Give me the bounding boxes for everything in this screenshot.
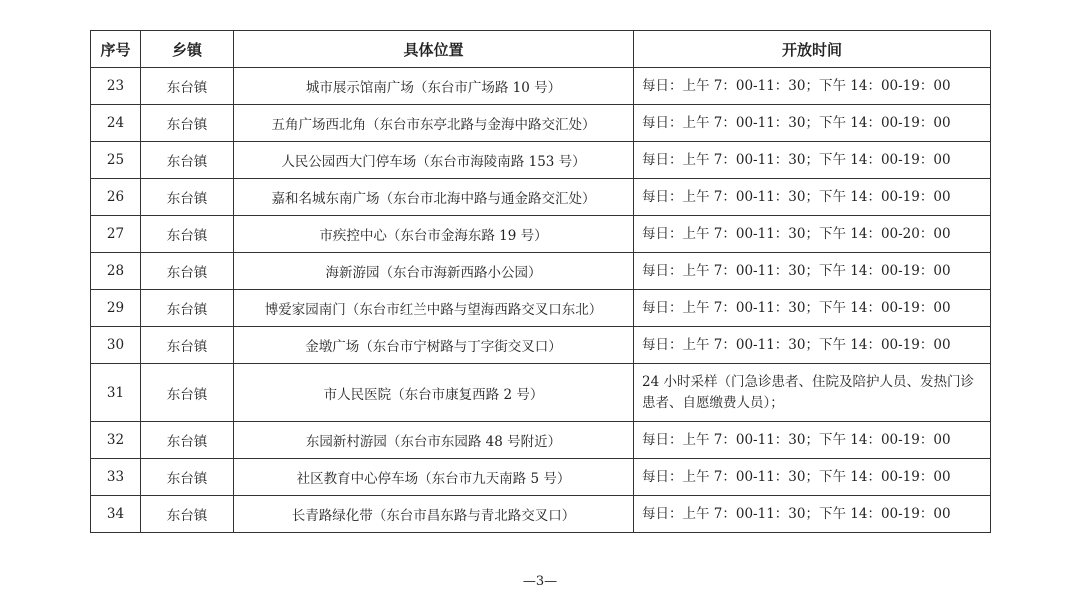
- cell-hours: 每日：上午 7：00-11：30；下午 14：00-19：00: [634, 142, 991, 179]
- cell-no: 24: [91, 105, 141, 142]
- cell-no: 32: [91, 422, 141, 459]
- table-row: [91, 422, 991, 459]
- cell-town: 东台镇: [141, 364, 234, 422]
- cell-town: 东台镇: [141, 253, 234, 290]
- cell-location: 长青路绿化带（东台市昌东路与青北路交叉口）: [234, 496, 634, 533]
- cell-no: 23: [91, 68, 141, 105]
- cell-hours: 每日：上午 7：00-11：30；下午 14：00-19：00: [634, 422, 991, 459]
- table-row: [91, 327, 991, 364]
- cell-hours: 每日：上午 7：00-11：30；下午 14：00-19：00: [634, 459, 991, 496]
- table-row: [91, 179, 991, 216]
- cell-hours: 每日：上午 7：00-11：30；下午 14：00-20：00: [634, 216, 991, 253]
- table-row: [91, 253, 991, 290]
- cell-location: 城市展示馆南广场（东台市广场路 10 号）: [234, 68, 634, 105]
- cell-hours: 每日：上午 7：00-11：30；下午 14：00-19：00: [634, 253, 991, 290]
- cell-town: 东台镇: [141, 179, 234, 216]
- table-row: [91, 364, 991, 422]
- cell-no: 33: [91, 459, 141, 496]
- cell-hours: 每日：上午 7：00-11：30；下午 14：00-19：00: [634, 105, 991, 142]
- cell-location: 社区教育中心停车场（东台市九天南路 5 号）: [234, 459, 634, 496]
- table-row: [91, 68, 991, 105]
- table-header-row: [91, 31, 991, 68]
- table-row: [91, 459, 991, 496]
- cell-town: 东台镇: [141, 142, 234, 179]
- cell-no: 25: [91, 142, 141, 179]
- cell-hours: 每日：上午 7：00-11：30；下午 14：00-19：00: [634, 68, 991, 105]
- table-row: [91, 105, 991, 142]
- cell-town: 东台镇: [141, 105, 234, 142]
- header-no: 序号: [91, 31, 141, 68]
- cell-location: 嘉和名城东南广场（东台市北海中路与通金路交汇处）: [234, 179, 634, 216]
- cell-hours: 每日：上午 7：00-11：30；下午 14：00-19：00: [634, 179, 991, 216]
- table-row: [91, 290, 991, 327]
- cell-no: 30: [91, 327, 141, 364]
- cell-location: 博爱家园南门（东台市红兰中路与望海西路交叉口东北）: [234, 290, 634, 327]
- testing-sites-table: [90, 30, 991, 533]
- cell-town: 东台镇: [141, 68, 234, 105]
- cell-location: 东园新村游园（东台市东园路 48 号附近）: [234, 422, 634, 459]
- header-hours: 开放时间: [634, 31, 991, 68]
- header-location: 具体位置: [234, 31, 634, 68]
- cell-hours: 每日：上午 7：00-11：30；下午 14：00-19：00: [634, 290, 991, 327]
- cell-town: 东台镇: [141, 422, 234, 459]
- cell-no: 29: [91, 290, 141, 327]
- cell-no: 28: [91, 253, 141, 290]
- table-row: [91, 496, 991, 533]
- cell-hours: 每日：上午 7：00-11：30；下午 14：00-19：00: [634, 496, 991, 533]
- cell-location: 市疾控中心（东台市金海东路 19 号）: [234, 216, 634, 253]
- cell-location: 市人民医院（东台市康复西路 2 号）: [234, 364, 634, 422]
- table-row: [91, 142, 991, 179]
- cell-location: 人民公园西大门停车场（东台市海陵南路 153 号）: [234, 142, 634, 179]
- cell-no: 31: [91, 364, 141, 422]
- cell-location: 金墩广场（东台市宁树路与丁字街交叉口）: [234, 327, 634, 364]
- table-row: [91, 216, 991, 253]
- cell-town: 东台镇: [141, 216, 234, 253]
- cell-town: 东台镇: [141, 290, 234, 327]
- cell-town: 东台镇: [141, 327, 234, 364]
- cell-location: 海新游园（东台市海新西路小公园）: [234, 253, 634, 290]
- cell-no: 26: [91, 179, 141, 216]
- cell-town: 东台镇: [141, 459, 234, 496]
- cell-no: 34: [91, 496, 141, 533]
- cell-hours: 每日：上午 7：00-11：30；下午 14：00-19：00: [634, 327, 991, 364]
- cell-hours: 24 小时采样（门急诊患者、住院及陪护人员、发热门诊患者、自愿缴费人员）；: [634, 364, 991, 422]
- header-town: 乡镇: [141, 31, 234, 68]
- cell-location: 五角广场西北角（东台市东亭北路与金海中路交汇处）: [234, 105, 634, 142]
- page-number: —3—: [522, 574, 558, 589]
- cell-no: 27: [91, 216, 141, 253]
- cell-town: 东台镇: [141, 496, 234, 533]
